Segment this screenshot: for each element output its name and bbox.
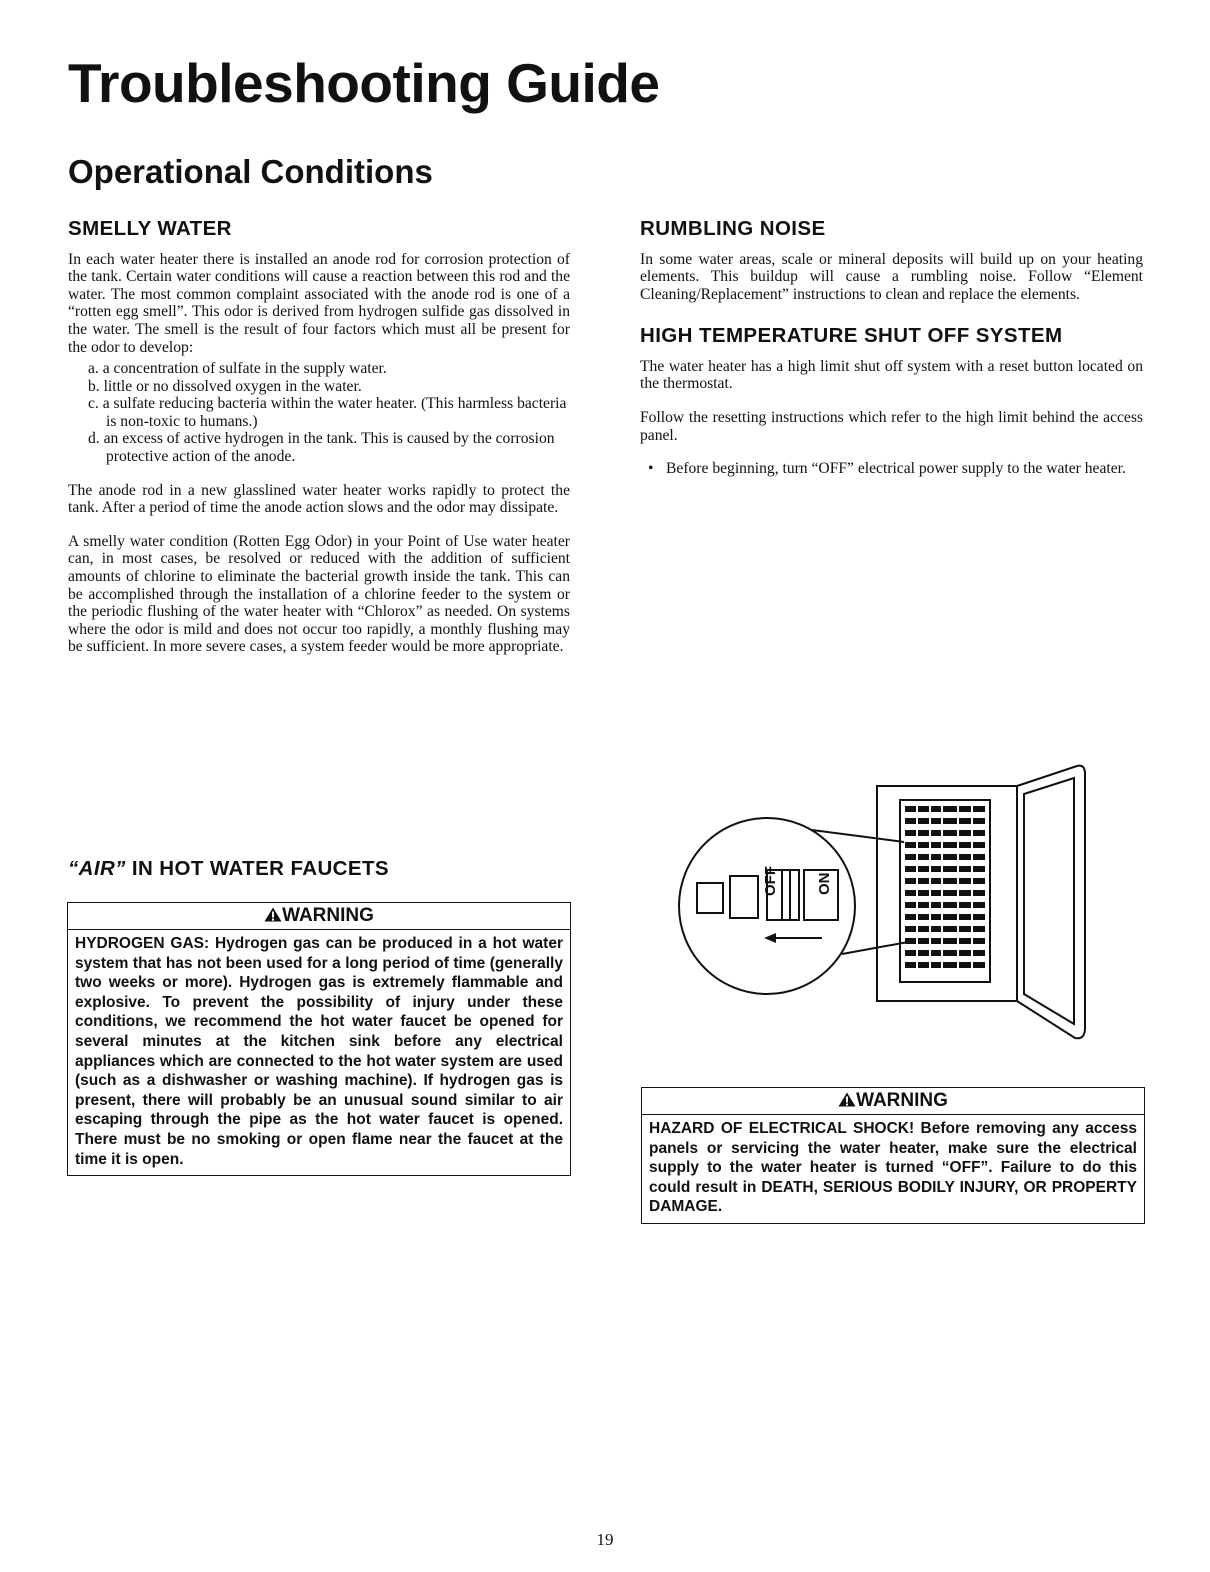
warning-triangle-icon [264,907,282,922]
hydrogen-warning-box [67,902,571,1176]
air-faucets-heading [68,858,389,881]
smelly-water-paragraph-3: A smelly water condition (Rotten Egg Odor) in your Point of Use water heater can, in most cases, be resolved or reduced with the addition of sufficient amounts of chlorine to eliminate the bacterial growth inside the tank. This can be accomplished through the installation of a chlorine feeder to the system or the periodic flushing of the water heater with “Chlorox” as needed. On systems where the odor is mild and does not occur too rapidly, a monthly flushing may be sufficient. In more severe cases, a system feeder would be more appropriate. [68,532,570,656]
odor-factor-list [68,360,570,466]
smelly-water-intro: In each water heater there is installed an anode rod for corrosion protection of the tank. Certain water conditions will cause a reaction between this rod and the water. The most common complaint associated with the anode rod is one of a “rotten egg smell”. This odor is derived from hydrogen sulfide gas dissolved in the water. The smell is the result of four factors which must all be present for the odor to develop: [68,250,570,356]
list-item: b. little or no dissolved oxygen in the water. [88,377,362,395]
high-temp-paragraph-2: Follow the resetting instructions which refer to the high limit behind the access panel. [640,409,1143,444]
warning-label: WARNING [282,905,374,926]
list-item: a. a concentration of sulfate in the supply water. [88,360,387,378]
smelly-water-paragraph-2: The anode rod in a new glasslined water heater works rapidly to protect the tank. After a period of time the anode action slows and the odor may dissipate. [68,481,570,517]
electrical-warning-box [641,1087,1145,1224]
warning-header [642,1088,1144,1115]
page-number: 19 [596,1530,614,1549]
arrow-left-icon [764,933,776,943]
warning-triangle-icon [838,1092,856,1107]
page-subtitle: Operational Conditions [68,153,433,190]
breaker-panel-illustration [672,758,1092,1048]
air-faucets-heading-emphasis: “AIR” [68,857,126,880]
page-title: Troubleshooting Guide [68,52,660,114]
hydrogen-warning-text: HYDROGEN GAS: Hydrogen gas can be produced in a hot water system that has not been used for a long period of time (generally two weeks or more). Hydrogen gas is extremely flammable and explosive. To prevent the possibility of injury under these conditions, we recommend the hot water faucet be opened for several minutes at the kitchen sink before any electrical appliances which are connected to the hot water system are used (such as a dishwasher or washing machine). If hydrogen gas is present, there will probably be an unusual sound similar to air escaping through the pipe as the hot water faucet is opened. There must be no smoking or open flame near the faucet at the time it is open. [75,935,563,1168]
list-item: c. a sulfate reducing bacteria within the water heater. (This harmless bacteria is non-toxic to humans.) [88,395,567,430]
high-temp-paragraph-1: The water heater has a high limit shut off system with a reset button located on the thermostat. [640,357,1143,393]
list-item: d. an excess of active hydrogen in the tank. This is caused by the corrosion protective action of the anode. [88,430,555,466]
right-column [640,218,1143,478]
rumbling-noise-text: In some water areas, scale or mineral deposits will build up on your heating elements. This buildup will cause a rumbling noise. Follow “Element Cleaning/Replacement” instructions to clean and replace the elements. [640,250,1143,303]
electrical-warning-text: HAZARD OF ELECTRICAL SHOCK! Before removing any access panels or servicing the water heater, make sure the electrical supply to the water heater is turned “OFF”. Failure to do this could result in DEATH, SERIOUS BODILY INJURY, OR PROPERTY DAMAGE. [649,1120,1137,1216]
high-temp-bullet: • Before beginning, turn “OFF” electrical power supply to the water heater. [640,460,1143,478]
high-temp-heading: HIGH TEMPERATURE SHUT OFF SYSTEM [640,324,1063,348]
on-label: ON [816,872,833,895]
warning-label: WARNING [856,1090,948,1111]
rumbling-noise-heading: RUMBLING NOISE [640,217,826,240]
left-column [68,217,570,880]
air-faucets-heading-text: IN HOT WATER FAUCETS [125,857,389,880]
off-label: OFF [762,866,779,896]
smelly-water-heading: SMELLY WATER [68,217,232,240]
warning-header [68,903,570,930]
